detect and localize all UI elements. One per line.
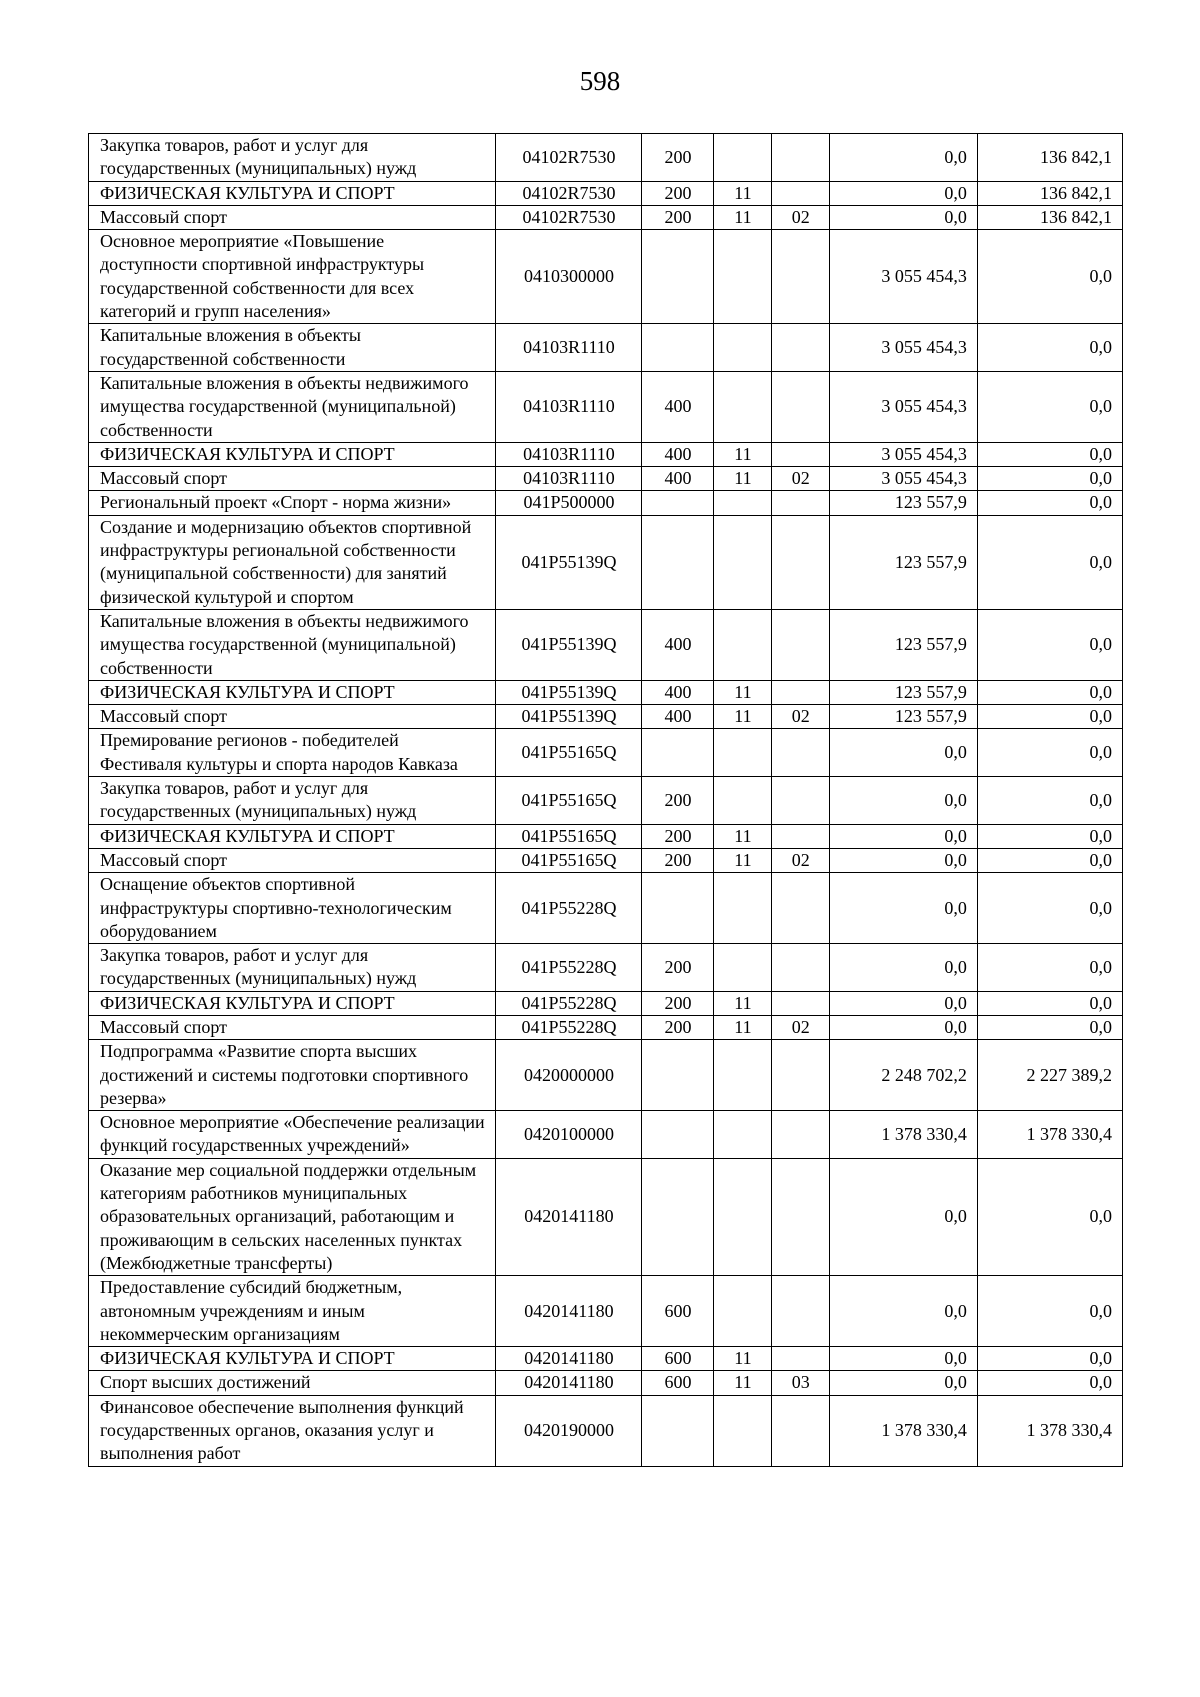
amount-year-1-cell: 0,0	[829, 824, 977, 848]
amount-year-2-cell: 0,0	[977, 371, 1122, 442]
row-name-cell: ФИЗИЧЕСКАЯ КУЛЬТУРА И СПОРТ	[89, 680, 496, 704]
amount-year-1-cell: 0,0	[829, 944, 977, 992]
row-name-cell: Основное мероприятие «Обеспечение реализации функций государственных учреждений»	[89, 1111, 496, 1159]
target-code-cell: 0420100000	[495, 1111, 641, 1159]
expense-type-cell: 400	[642, 609, 714, 680]
section-cell: 11	[714, 680, 772, 704]
target-code-cell: 04103R1110	[495, 442, 641, 466]
amount-year-2-cell: 136 842,1	[977, 134, 1122, 182]
target-code-cell: 0420190000	[495, 1395, 641, 1466]
table-row	[89, 442, 1123, 466]
table-row	[89, 205, 1123, 229]
target-code-cell: 041P55228Q	[495, 1015, 641, 1039]
subsection-cell	[771, 1040, 829, 1111]
amount-year-1-cell: 123 557,9	[829, 705, 977, 729]
section-cell: 11	[714, 1347, 772, 1371]
table-row	[89, 181, 1123, 205]
amount-year-2-cell: 0,0	[977, 1371, 1122, 1395]
expense-type-cell	[642, 515, 714, 609]
subsection-cell	[771, 324, 829, 372]
amount-year-2-cell: 0,0	[977, 777, 1122, 825]
amount-year-2-cell: 0,0	[977, 491, 1122, 515]
target-code-cell: 041P55165Q	[495, 848, 641, 872]
section-cell	[714, 777, 772, 825]
amount-year-2-cell: 0,0	[977, 680, 1122, 704]
row-name-cell: Массовый спорт	[89, 205, 496, 229]
table-row	[89, 777, 1123, 825]
amount-year-2-cell: 0,0	[977, 848, 1122, 872]
target-code-cell: 041P500000	[495, 491, 641, 515]
section-cell	[714, 491, 772, 515]
amount-year-1-cell: 2 248 702,2	[829, 1040, 977, 1111]
table-row	[89, 324, 1123, 372]
subsection-cell	[771, 944, 829, 992]
row-name-cell: Предоставление субсидий бюджетным, автономным учреждениям и иным некоммерческим организациям	[89, 1276, 496, 1347]
target-code-cell: 04102R7530	[495, 134, 641, 182]
expense-type-cell: 200	[642, 181, 714, 205]
expense-type-cell: 200	[642, 1015, 714, 1039]
amount-year-1-cell: 3 055 454,3	[829, 371, 977, 442]
subsection-cell: 02	[771, 467, 829, 491]
amount-year-2-cell: 0,0	[977, 1158, 1122, 1275]
expense-type-cell: 400	[642, 371, 714, 442]
row-name-cell: ФИЗИЧЕСКАЯ КУЛЬТУРА И СПОРТ	[89, 1347, 496, 1371]
amount-year-1-cell: 3 055 454,3	[829, 324, 977, 372]
subsection-cell	[771, 491, 829, 515]
amount-year-1-cell: 0,0	[829, 1015, 977, 1039]
section-cell: 11	[714, 705, 772, 729]
amount-year-1-cell: 123 557,9	[829, 515, 977, 609]
amount-year-1-cell: 0,0	[829, 1276, 977, 1347]
subsection-cell	[771, 371, 829, 442]
amount-year-2-cell: 1 378 330,4	[977, 1395, 1122, 1466]
expense-type-cell: 600	[642, 1276, 714, 1347]
subsection-cell: 02	[771, 848, 829, 872]
table-row	[89, 1276, 1123, 1347]
section-cell	[714, 944, 772, 992]
row-name-cell: Создание и модернизацию объектов спортивной инфраструктуры региональной собственности (муниципальной собственности) для занятий физической культурой и спортом	[89, 515, 496, 609]
amount-year-2-cell: 0,0	[977, 1276, 1122, 1347]
expense-type-cell: 400	[642, 442, 714, 466]
target-code-cell: 041P55139Q	[495, 705, 641, 729]
row-name-cell: Подпрограмма «Развитие спорта высших достижений и системы подготовки спортивного резерва»	[89, 1040, 496, 1111]
section-cell	[714, 324, 772, 372]
expense-type-cell: 600	[642, 1347, 714, 1371]
expense-type-cell: 400	[642, 467, 714, 491]
subsection-cell	[771, 609, 829, 680]
subsection-cell: 02	[771, 1015, 829, 1039]
amount-year-1-cell: 1 378 330,4	[829, 1111, 977, 1159]
row-name-cell: Финансовое обеспечение выполнения функций государственных органов, оказания услуг и выполнения работ	[89, 1395, 496, 1466]
amount-year-2-cell: 0,0	[977, 515, 1122, 609]
row-name-cell: Оснащение объектов спортивной инфраструктуры спортивно-технологическим оборудованием	[89, 873, 496, 944]
subsection-cell	[771, 824, 829, 848]
table-row	[89, 491, 1123, 515]
expense-type-cell	[642, 1040, 714, 1111]
amount-year-1-cell: 0,0	[829, 729, 977, 777]
amount-year-2-cell: 0,0	[977, 944, 1122, 992]
target-code-cell: 041P55165Q	[495, 777, 641, 825]
amount-year-1-cell: 0,0	[829, 1371, 977, 1395]
amount-year-2-cell: 0,0	[977, 729, 1122, 777]
section-cell: 11	[714, 824, 772, 848]
section-cell	[714, 609, 772, 680]
section-cell: 11	[714, 1371, 772, 1395]
table-row	[89, 991, 1123, 1015]
target-code-cell: 0420141180	[495, 1158, 641, 1275]
table-body	[89, 134, 1123, 1467]
amount-year-2-cell: 0,0	[977, 991, 1122, 1015]
amount-year-2-cell: 136 842,1	[977, 205, 1122, 229]
row-name-cell: Премирование регионов - победителей Фестиваля культуры и спорта народов Кавказа	[89, 729, 496, 777]
target-code-cell: 0420000000	[495, 1040, 641, 1111]
amount-year-1-cell: 1 378 330,4	[829, 1395, 977, 1466]
expense-type-cell: 200	[642, 134, 714, 182]
section-cell	[714, 1276, 772, 1347]
section-cell	[714, 230, 772, 324]
expense-type-cell: 200	[642, 848, 714, 872]
expense-type-cell: 400	[642, 680, 714, 704]
row-name-cell: Закупка товаров, работ и услуг для государственных (муниципальных) нужд	[89, 777, 496, 825]
amount-year-1-cell: 0,0	[829, 134, 977, 182]
row-name-cell: Региональный проект «Спорт - норма жизни»	[89, 491, 496, 515]
target-code-cell: 04103R1110	[495, 467, 641, 491]
amount-year-1-cell: 0,0	[829, 1158, 977, 1275]
table-row	[89, 515, 1123, 609]
expense-type-cell	[642, 230, 714, 324]
table-row	[89, 705, 1123, 729]
expense-type-cell: 600	[642, 1371, 714, 1395]
target-code-cell: 04103R1110	[495, 371, 641, 442]
table-row	[89, 467, 1123, 491]
expense-type-cell: 200	[642, 944, 714, 992]
subsection-cell: 02	[771, 705, 829, 729]
row-name-cell: Спорт высших достижений	[89, 1371, 496, 1395]
subsection-cell	[771, 1158, 829, 1275]
table-row	[89, 848, 1123, 872]
amount-year-2-cell: 0,0	[977, 324, 1122, 372]
table-row	[89, 1158, 1123, 1275]
table-row	[89, 824, 1123, 848]
row-name-cell: Капитальные вложения в объекты государственной собственности	[89, 324, 496, 372]
row-name-cell: Закупка товаров, работ и услуг для государственных (муниципальных) нужд	[89, 134, 496, 182]
expense-type-cell	[642, 729, 714, 777]
table-row	[89, 230, 1123, 324]
subsection-cell	[771, 1276, 829, 1347]
section-cell: 11	[714, 205, 772, 229]
target-code-cell: 041P55228Q	[495, 991, 641, 1015]
subsection-cell	[771, 1395, 829, 1466]
target-code-cell: 041P55228Q	[495, 944, 641, 992]
expense-type-cell	[642, 324, 714, 372]
target-code-cell: 04103R1110	[495, 324, 641, 372]
budget-table	[88, 133, 1123, 1467]
target-code-cell: 0420141180	[495, 1371, 641, 1395]
amount-year-1-cell: 0,0	[829, 873, 977, 944]
section-cell: 11	[714, 442, 772, 466]
section-cell	[714, 1040, 772, 1111]
row-name-cell: Оказание мер социальной поддержки отдельным категориям работников муниципальных образовательных организаций, работающим и проживающим в сельских населенных пунктах (Межбюджетные трансферты)	[89, 1158, 496, 1275]
subsection-cell	[771, 873, 829, 944]
row-name-cell: Массовый спорт	[89, 848, 496, 872]
subsection-cell	[771, 181, 829, 205]
table-row	[89, 1347, 1123, 1371]
target-code-cell: 04102R7530	[495, 205, 641, 229]
target-code-cell: 041P55165Q	[495, 824, 641, 848]
subsection-cell	[771, 230, 829, 324]
section-cell: 11	[714, 181, 772, 205]
table-row	[89, 371, 1123, 442]
row-name-cell: Основное мероприятие «Повышение доступности спортивной инфраструктуры государственной собственности для всех категорий и групп населения»	[89, 230, 496, 324]
target-code-cell: 04102R7530	[495, 181, 641, 205]
section-cell	[714, 1111, 772, 1159]
section-cell	[714, 1395, 772, 1466]
target-code-cell: 041P55139Q	[495, 515, 641, 609]
subsection-cell	[771, 1347, 829, 1371]
section-cell	[714, 873, 772, 944]
amount-year-1-cell: 0,0	[829, 991, 977, 1015]
expense-type-cell: 200	[642, 824, 714, 848]
section-cell: 11	[714, 467, 772, 491]
amount-year-1-cell: 3 055 454,3	[829, 467, 977, 491]
amount-year-2-cell: 0,0	[977, 609, 1122, 680]
target-code-cell: 041P55139Q	[495, 609, 641, 680]
section-cell: 11	[714, 1015, 772, 1039]
section-cell	[714, 1158, 772, 1275]
amount-year-2-cell: 0,0	[977, 230, 1122, 324]
row-name-cell: Массовый спорт	[89, 1015, 496, 1039]
amount-year-2-cell: 136 842,1	[977, 181, 1122, 205]
amount-year-2-cell: 0,0	[977, 467, 1122, 491]
subsection-cell	[771, 777, 829, 825]
target-code-cell: 0410300000	[495, 230, 641, 324]
table-row	[89, 1371, 1123, 1395]
page-number: 598	[579, 66, 621, 96]
expense-type-cell: 400	[642, 705, 714, 729]
amount-year-2-cell: 0,0	[977, 873, 1122, 944]
section-cell	[714, 134, 772, 182]
row-name-cell: Капитальные вложения в объекты недвижимого имущества государственной (муниципальной) собственности	[89, 609, 496, 680]
subsection-cell	[771, 442, 829, 466]
table-row	[89, 729, 1123, 777]
expense-type-cell: 200	[642, 205, 714, 229]
subsection-cell	[771, 991, 829, 1015]
row-name-cell: Закупка товаров, работ и услуг для государственных (муниципальных) нужд	[89, 944, 496, 992]
row-name-cell: ФИЗИЧЕСКАЯ КУЛЬТУРА И СПОРТ	[89, 991, 496, 1015]
amount-year-1-cell: 0,0	[829, 777, 977, 825]
amount-year-1-cell: 0,0	[829, 848, 977, 872]
expense-type-cell: 200	[642, 777, 714, 825]
amount-year-2-cell: 1 378 330,4	[977, 1111, 1122, 1159]
subsection-cell	[771, 729, 829, 777]
table-row	[89, 873, 1123, 944]
expense-type-cell: 200	[642, 991, 714, 1015]
section-cell	[714, 729, 772, 777]
amount-year-1-cell: 123 557,9	[829, 680, 977, 704]
row-name-cell: ФИЗИЧЕСКАЯ КУЛЬТУРА И СПОРТ	[89, 442, 496, 466]
section-cell	[714, 515, 772, 609]
amount-year-2-cell: 0,0	[977, 1015, 1122, 1039]
table-row	[89, 680, 1123, 704]
table-row	[89, 1395, 1123, 1466]
expense-type-cell	[642, 873, 714, 944]
amount-year-1-cell: 123 557,9	[829, 609, 977, 680]
amount-year-2-cell: 0,0	[977, 1347, 1122, 1371]
subsection-cell	[771, 134, 829, 182]
table-row	[89, 134, 1123, 182]
section-cell: 11	[714, 848, 772, 872]
expense-type-cell	[642, 1158, 714, 1275]
table-row	[89, 1040, 1123, 1111]
subsection-cell: 02	[771, 205, 829, 229]
row-name-cell: ФИЗИЧЕСКАЯ КУЛЬТУРА И СПОРТ	[89, 181, 496, 205]
row-name-cell: Массовый спорт	[89, 705, 496, 729]
amount-year-2-cell: 0,0	[977, 442, 1122, 466]
row-name-cell: Массовый спорт	[89, 467, 496, 491]
section-cell	[714, 371, 772, 442]
amount-year-1-cell: 3 055 454,3	[829, 230, 977, 324]
target-code-cell: 041P55228Q	[495, 873, 641, 944]
amount-year-2-cell: 0,0	[977, 824, 1122, 848]
amount-year-1-cell: 123 557,9	[829, 491, 977, 515]
row-name-cell: ФИЗИЧЕСКАЯ КУЛЬТУРА И СПОРТ	[89, 824, 496, 848]
expense-type-cell	[642, 491, 714, 515]
target-code-cell: 0420141180	[495, 1276, 641, 1347]
amount-year-1-cell: 3 055 454,3	[829, 442, 977, 466]
expense-type-cell	[642, 1395, 714, 1466]
table-row	[89, 1111, 1123, 1159]
table-row	[89, 944, 1123, 992]
amount-year-2-cell: 0,0	[977, 705, 1122, 729]
amount-year-1-cell: 0,0	[829, 205, 977, 229]
amount-year-1-cell: 0,0	[829, 181, 977, 205]
subsection-cell	[771, 680, 829, 704]
subsection-cell	[771, 1111, 829, 1159]
row-name-cell: Капитальные вложения в объекты недвижимого имущества государственной (муниципальной) собственности	[89, 371, 496, 442]
target-code-cell: 041P55139Q	[495, 680, 641, 704]
subsection-cell	[771, 515, 829, 609]
target-code-cell: 0420141180	[495, 1347, 641, 1371]
expense-type-cell	[642, 1111, 714, 1159]
table-row	[89, 609, 1123, 680]
table-row	[89, 1015, 1123, 1039]
target-code-cell: 041P55165Q	[495, 729, 641, 777]
amount-year-1-cell: 0,0	[829, 1347, 977, 1371]
amount-year-2-cell: 2 227 389,2	[977, 1040, 1122, 1111]
subsection-cell: 03	[771, 1371, 829, 1395]
section-cell: 11	[714, 991, 772, 1015]
